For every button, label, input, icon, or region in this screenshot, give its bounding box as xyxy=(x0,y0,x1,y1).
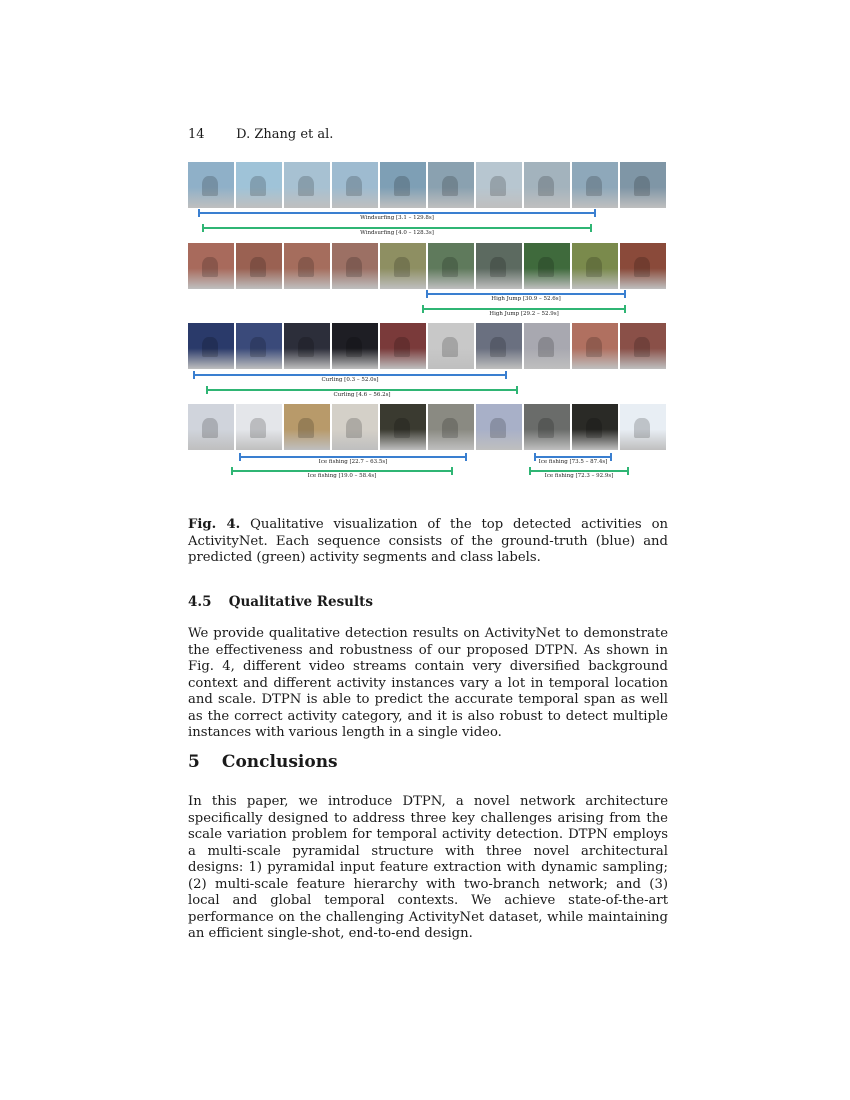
video-frame xyxy=(236,243,282,289)
caption-label: Fig. 4. xyxy=(188,517,241,532)
video-frame xyxy=(572,162,618,208)
figure-4 xyxy=(188,160,668,490)
video-frame xyxy=(332,323,378,369)
section-number: 5 xyxy=(188,752,200,772)
video-frame xyxy=(284,243,330,289)
pred-bar-ice-fishing-2 xyxy=(529,470,629,472)
pred-bar-windsurfing xyxy=(202,227,592,229)
caption-text: Qualitative visualization of the top detected activities on ActivityNet. Each sequence consists of the ground-truth (blue) and predicted (green) activity segments and class labels. xyxy=(188,517,668,565)
video-frame xyxy=(572,404,618,450)
gt-label-high-jump: High Jump [30.9 – 52.6s] xyxy=(491,296,561,302)
gt-label-curling: Curling [0.3 – 52.0s] xyxy=(321,377,379,383)
video-frame xyxy=(620,162,666,208)
section-number: 4.5 xyxy=(188,594,212,610)
video-frame xyxy=(572,323,618,369)
frame-subject xyxy=(538,418,554,439)
frame-subject xyxy=(346,257,362,278)
video-frame xyxy=(428,162,474,208)
frame-subject xyxy=(490,337,506,358)
video-frame xyxy=(524,404,570,450)
frame-subject xyxy=(490,418,506,439)
video-frame xyxy=(188,323,234,369)
running-authors: D. Zhang et al. xyxy=(236,127,334,142)
frame-subject xyxy=(586,337,602,358)
pred-label-high-jump: High Jump [29.2 – 52.9s] xyxy=(489,311,559,317)
frame-subject xyxy=(490,257,506,278)
frame-subject xyxy=(442,337,458,358)
gt-bar-curling xyxy=(193,374,507,376)
qualitative-results-paragraph: We provide qualitative detection results on ActivityNet to demonstrate the effectiveness and robustness of our proposed DTPN. As shown in Fig. 4, different video streams contain very diversified background context and different activity instances vary a lot in temporal location and scale. DTPN is able to predict the accurate temporal span as well as the correct activity category, and it is also robust to detect multiple instances with various length in a single video. xyxy=(188,626,668,740)
frame-subject xyxy=(394,257,410,278)
gt-bar-high-jump xyxy=(426,293,626,295)
frame-subject xyxy=(250,176,266,197)
video-frame xyxy=(284,404,330,450)
frame-subject xyxy=(538,257,554,278)
frame-subject xyxy=(250,257,266,278)
frame-subject xyxy=(394,337,410,358)
frame-subject xyxy=(298,176,314,197)
video-frame xyxy=(236,162,282,208)
gt-label-ice-fishing-2: Ice fishing [73.5 – 87.4s] xyxy=(538,459,608,465)
frame-subject xyxy=(202,257,218,278)
frame-subject xyxy=(250,337,266,358)
video-frame xyxy=(380,323,426,369)
video-frame xyxy=(524,323,570,369)
frame-subject xyxy=(634,176,650,197)
video-frame xyxy=(476,404,522,450)
frame-subject xyxy=(634,418,650,439)
gt-label-ice-fishing-1: Ice fishing [22.7 – 63.5s] xyxy=(318,459,388,465)
gt-bar-ice-fishing-1 xyxy=(239,456,467,458)
video-frame xyxy=(332,162,378,208)
frame-subject xyxy=(298,337,314,358)
video-frame xyxy=(428,243,474,289)
pred-bar-curling xyxy=(206,389,518,391)
video-frame xyxy=(428,404,474,450)
pred-label-ice-fishing-2: Ice fishing [72.3 – 92.9s] xyxy=(544,473,614,479)
section-title: Qualitative Results xyxy=(228,594,373,610)
frame-strip-high-jump xyxy=(188,243,666,289)
pred-bar-high-jump xyxy=(422,308,626,310)
frame-subject xyxy=(202,337,218,358)
frame-subject xyxy=(442,257,458,278)
frame-strip-ice-fishing xyxy=(188,404,666,450)
gt-label-windsurfing: Windsurfing [3.1 – 129.8s] xyxy=(360,215,434,221)
frame-subject xyxy=(634,337,650,358)
video-frame xyxy=(524,243,570,289)
video-frame xyxy=(284,323,330,369)
video-frame xyxy=(380,404,426,450)
video-frame xyxy=(188,404,234,450)
video-frame xyxy=(236,323,282,369)
figure-caption xyxy=(188,517,668,567)
video-frame xyxy=(332,404,378,450)
frame-subject xyxy=(346,176,362,197)
video-frame xyxy=(332,243,378,289)
video-frame xyxy=(476,323,522,369)
frame-strip-windsurfing xyxy=(188,162,666,208)
pred-bar-ice-fishing-1 xyxy=(231,470,453,472)
video-frame xyxy=(476,243,522,289)
running-head xyxy=(188,127,333,142)
frame-subject xyxy=(586,257,602,278)
video-frame xyxy=(284,162,330,208)
frame-subject xyxy=(346,337,362,358)
video-frame xyxy=(524,162,570,208)
pred-label-ice-fishing-1: Ice fishing [19.0 – 58.4s] xyxy=(307,473,377,479)
frame-subject xyxy=(202,418,218,439)
video-frame xyxy=(188,162,234,208)
gt-bar-windsurfing xyxy=(198,212,596,214)
frame-subject xyxy=(298,418,314,439)
frame-subject xyxy=(586,176,602,197)
frame-subject xyxy=(202,176,218,197)
section-heading-5 xyxy=(188,752,338,772)
video-frame xyxy=(620,323,666,369)
video-frame xyxy=(572,243,618,289)
frame-subject xyxy=(490,176,506,197)
conclusions-paragraph: In this paper, we introduce DTPN, a novel network architecture specifically designed to address three key challenges arising from the scale variation problem for temporal activity detection. DTPN employs a multi-scale pyramidal structure with three novel architectural designs: 1) pyramidal input feature extraction with dynamic sampling; (2) multi-scale feature hierarchy with two-branch network; and (3) local and global temporal contexts. We achieve state-of-the-art performance on the challenging ActivityNet dataset, while maintaining an efficient single-shot, end-to-end design. xyxy=(188,794,668,941)
frame-subject xyxy=(442,176,458,197)
video-frame xyxy=(380,243,426,289)
video-frame xyxy=(380,162,426,208)
frame-subject xyxy=(394,176,410,197)
video-frame xyxy=(476,162,522,208)
video-frame xyxy=(188,243,234,289)
frame-subject xyxy=(250,418,266,439)
section-heading-4-5 xyxy=(188,594,373,610)
frame-subject xyxy=(298,257,314,278)
pred-label-windsurfing: Windsurfing [4.0 – 128.3s] xyxy=(360,230,434,236)
section-title: Conclusions xyxy=(221,752,338,772)
video-frame xyxy=(620,404,666,450)
frame-subject xyxy=(586,418,602,439)
page-number: 14 xyxy=(188,127,205,142)
video-frame xyxy=(236,404,282,450)
frame-subject xyxy=(346,418,362,439)
frame-subject xyxy=(634,257,650,278)
pred-label-curling: Curling [4.6 – 56.2s] xyxy=(333,392,391,398)
frame-strip-curling xyxy=(188,323,666,369)
frame-subject xyxy=(538,176,554,197)
video-frame xyxy=(620,243,666,289)
frame-subject xyxy=(394,418,410,439)
gt-bar-ice-fishing-2 xyxy=(534,456,612,458)
video-frame xyxy=(428,323,474,369)
frame-subject xyxy=(538,337,554,358)
frame-subject xyxy=(442,418,458,439)
